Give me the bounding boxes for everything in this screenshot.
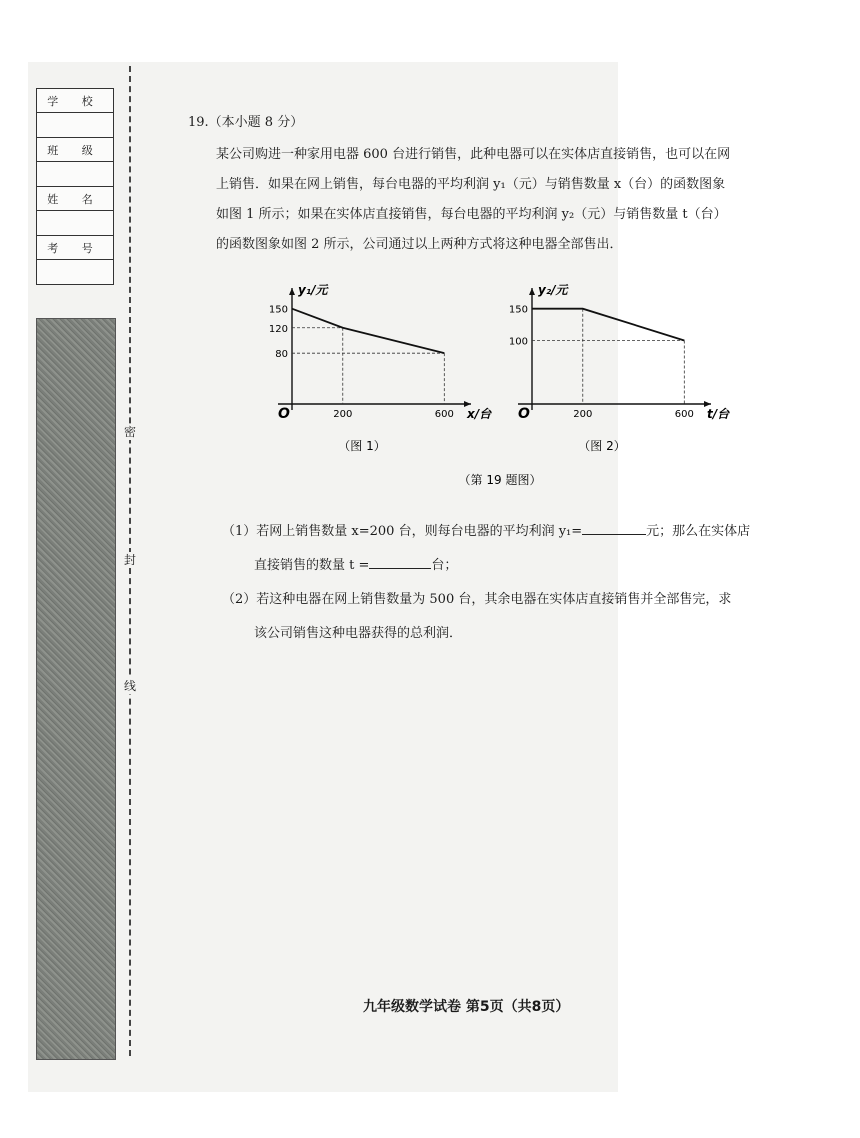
figure-caption: （图 2） (578, 439, 626, 453)
name-label: 姓 名 (37, 187, 114, 211)
question-parts (222, 515, 792, 651)
part-1-line-2 (222, 549, 792, 583)
part-1-text-d: 台； (431, 558, 458, 573)
function-line (532, 309, 684, 341)
figure-caption: （图 1） (338, 439, 386, 453)
question-line-1: 某公司购进一种家用电器 600 台进行销售，此种电器可以在实体店直接销售，也可以在网 (216, 147, 731, 162)
answer-blank-y1[interactable] (582, 520, 646, 535)
function-line (292, 309, 444, 353)
part-2-line-2: 该公司销售这种电器获得的总利润． (254, 626, 463, 641)
figure-2 (509, 283, 731, 453)
x-tick-label: 600 (674, 409, 694, 420)
part-1-text-a: （1）若网上销售数量 x=200 台，则每台电器的平均利润 y₁= (222, 524, 583, 539)
origin-label: O (278, 406, 290, 422)
binding-gray-strip (36, 318, 116, 1060)
class-field (37, 162, 114, 187)
figure-1 (269, 283, 493, 453)
name-field (37, 211, 114, 236)
part-1-text-c: 直接销售的数量 t = (254, 558, 370, 573)
y-axis-arrow (529, 288, 535, 295)
page-footer: 九年级数学试卷 第5页（共8页） (363, 999, 570, 1015)
y-axis-label: y₂/元 (538, 283, 568, 297)
part-2-line-1: （2）若这种电器在网上销售数量为 500 台，其余电器在实体店直接销售并全部售完，求 (222, 592, 732, 607)
x-axis-label: x/台 (467, 407, 492, 421)
class-label: 班 级 (37, 138, 114, 162)
question-line-2: 上销售．如果在网上销售，每台电器的平均利润 y₁（元）与销售数量 x（台）的函数图象 (216, 177, 726, 192)
part-1-text-b: 元；那么在实体店 (646, 524, 751, 539)
question-19 (188, 112, 788, 260)
binding-info-table (36, 88, 114, 285)
x-tick-label: 600 (434, 409, 454, 420)
question-header: 19.（本小题 8 分） (188, 115, 304, 130)
origin-label: O (518, 406, 530, 422)
x-tick-label: 200 (333, 409, 353, 420)
question-line-3: 如图 1 所示；如果在实体店直接销售，每台电器的平均利润 y₂（元）与销售数量 t（台） (216, 207, 727, 222)
y-tick-label: 150 (268, 304, 288, 316)
school-label: 学 校 (37, 89, 114, 113)
seal-char-mi: 密 (124, 425, 137, 439)
answer-blank-t[interactable] (369, 554, 431, 569)
y-tick-label: 150 (508, 304, 528, 316)
x-tick-label: 200 (573, 409, 593, 420)
exam-number-field (37, 260, 114, 285)
part-1-line-1 (222, 515, 792, 549)
y-tick-label: 100 (508, 336, 528, 348)
seal-char-xian: 线 (124, 679, 137, 693)
seal-char-feng: 封 (124, 553, 137, 567)
y-tick-label: 80 (275, 349, 288, 361)
y-tick-label: 120 (268, 323, 288, 335)
y-axis-label: y₁/元 (298, 283, 328, 297)
exam-number-label: 考 号 (37, 236, 114, 260)
y-axis-arrow (289, 288, 295, 295)
school-field (37, 113, 114, 138)
figure-main-caption: （第 19 题图） (458, 473, 542, 487)
question-line-4: 的函数图象如图 2 所示，公司通过以上两种方式将这种电器全部售出． (216, 237, 623, 252)
question-figures (260, 280, 740, 500)
x-axis-label: t/台 (707, 407, 730, 421)
